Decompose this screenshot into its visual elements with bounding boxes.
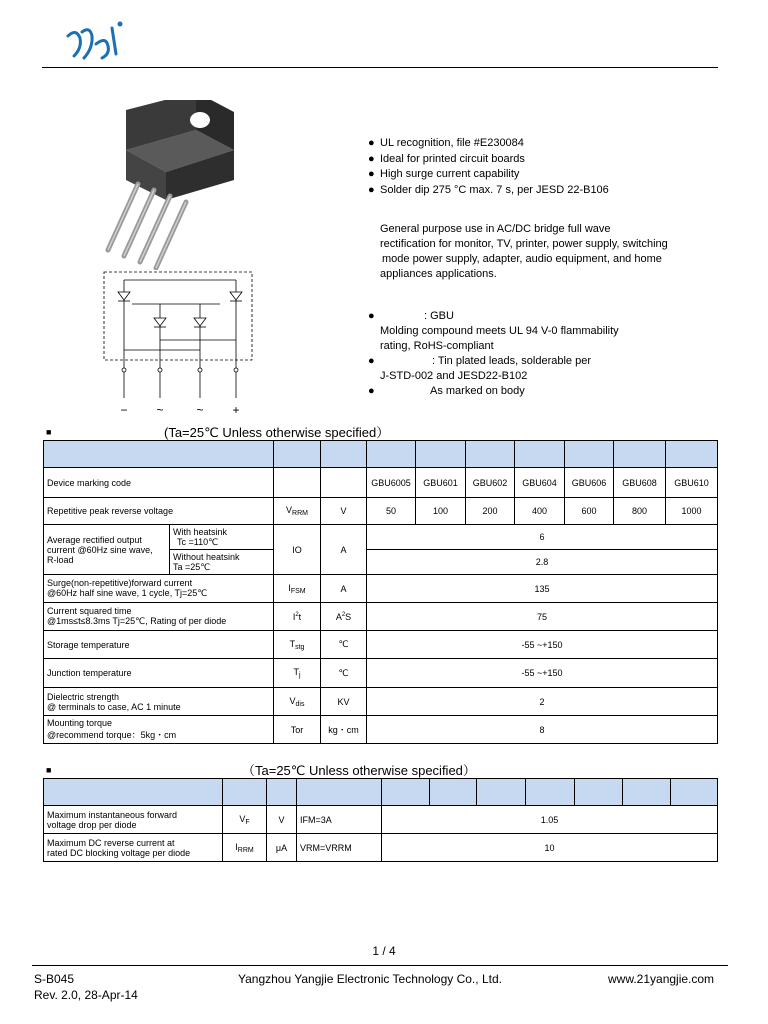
table-row: Dielectric strength @ terminals to case, AC 1 minute $V_{dis}$ KV 2 <box>44 688 718 716</box>
characteristics-condition: （Ta=25℃ Unless otherwise specified） <box>242 763 476 778</box>
table-header-row <box>44 441 718 468</box>
applications-line: rectification for monitor, TV, printer, power supply, switching <box>380 238 668 250</box>
features-list <box>368 136 609 198</box>
table-header-row <box>44 779 718 806</box>
circuit-label-positive: + <box>232 403 240 417</box>
table-row: Junction temperature $T_j$ ℃ -55 ~+150 <box>44 659 718 688</box>
table-row: Device marking code GBU6005 GBU601 GBU602 GBU604 GBU606 GBU608 GBU610 <box>44 468 718 498</box>
electrical-characteristics-table <box>43 778 718 862</box>
applications-line: appliances applications. <box>380 268 497 280</box>
applications-text <box>380 222 710 282</box>
website-link[interactable]: www.21yangjie.com <box>608 972 715 986</box>
feature-item: ● Ideal for printed circuit boards <box>368 152 525 165</box>
molding-text: rating, RoHS-compliant <box>380 340 494 352</box>
case-value: : GBU <box>424 310 454 322</box>
table-row: Repetitive peak reverse voltage $V_{RRM}$ V 50 100 200 400 600 800 1000 <box>44 498 718 525</box>
page-number: 1 / 4 <box>372 944 396 958</box>
table-row: Mounting torque @recommend torque：5kg・cm Tor kg・cm 8 <box>44 716 718 744</box>
table-row: Without heatsink Ta =25℃ 2.8 <box>44 550 718 575</box>
header-rule <box>42 67 718 68</box>
table-row: Maximum instantaneous forward voltage drop per diode $V_F$ V IFM=3A 1.05 <box>44 806 718 834</box>
bridge-circuit-diagram <box>96 270 256 420</box>
table-row: Storage temperature $T_{stg}$ ℃ -55 ~+150 <box>44 631 718 659</box>
max-ratings-table <box>43 440 718 744</box>
applications-line: General purpose use in AC/DC bridge full wave <box>380 223 611 235</box>
molding-text: Molding compound meets UL 94 V-0 flammability <box>380 325 619 337</box>
table-row: Average rectified output current @60Hz sine wave, R-load With heatsink Tc =110℃ IO A 6 <box>44 525 718 550</box>
polarity-text: As marked on body <box>430 385 525 397</box>
max-ratings-heading: ■ (Ta=25℃ Unless otherwise specified） <box>46 422 389 441</box>
circuit-label-ac1: ~ <box>156 403 164 417</box>
footer-rule <box>32 965 728 966</box>
company-name: Yangzhou Yangjie Electronic Technology Co., Ltd. <box>238 972 502 986</box>
ratings-condition: (Ta=25℃ Unless otherwise specified） <box>164 425 390 440</box>
applications-line: mode power supply, adapter, audio equipment, and home <box>382 253 662 265</box>
feature-item: ● Solder dip 275 °C max. 7 s, per JESD 22-B106 <box>368 183 609 196</box>
document-code: S-B045 <box>34 972 75 986</box>
gbu-package-illustration <box>96 100 256 270</box>
electrical-characteristics-heading: ■ （Ta=25℃ Unless otherwise specified） <box>46 760 476 779</box>
feature-item: ● UL recognition, file #E230084 <box>368 137 524 149</box>
revision-date: Rev. 2.0, 28-Apr-14 <box>34 988 138 1002</box>
feature-item: ● High surge current capability <box>368 168 520 180</box>
circuit-label-ac2: ~ <box>196 403 204 417</box>
company-logo <box>62 18 128 62</box>
table-row: Current squared time @1ms≤t≤8.3ms Tj=25℃, Rating of per diode $I^2t$ $A^2S$ 75 <box>44 603 718 631</box>
table-row: Surge(non-repetitive)forward current @60Hz half sine wave, 1 cycle, Tj=25℃ $I_{FSM}$ A 135 <box>44 575 718 603</box>
table-row: Maximum DC reverse current at rated DC blocking voltage per diode $I_{RRM}$ μA VRM=VRRM 10 <box>44 834 718 862</box>
mechanical-data: ● : GBU Molding compound meets UL 94 V-0 flammability rating, RoHS-compliant ● : Tin plated leads, solderable per J-STD-002 and JESD22-B102 ● As marked on body <box>368 309 698 399</box>
terminals-text: J-STD-002 and JESD22-B102 <box>380 370 528 382</box>
terminals-text: : Tin plated leads, solderable per <box>432 355 591 367</box>
circuit-label-negative: − <box>120 403 128 417</box>
